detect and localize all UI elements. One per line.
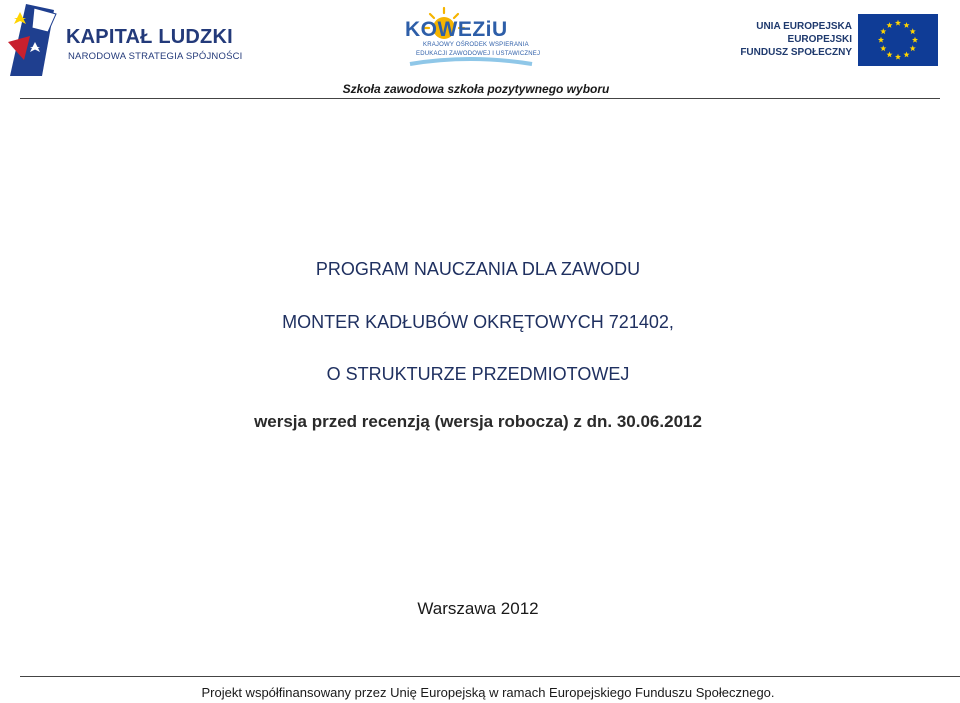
- footer-text: Projekt współfinansowany przez Unię Europejską w ramach Europejskiego Funduszu Społecznego.: [201, 685, 775, 700]
- place-and-date: Warszawa 2012: [417, 599, 539, 618]
- kowezi-line-1: KRAJOWY OŚRODEK WSPIERANIA: [423, 42, 529, 48]
- document-version: wersja przed recenzją (wersja robocza) z dn. 30.06.2012: [254, 412, 702, 431]
- eu-text-line-2: EUROPEJSKI: [787, 34, 852, 45]
- eu-logo-text: [738, 20, 852, 59]
- document-title-line-1: PROGRAM NAUCZANIA DLA ZAWODU: [315, 259, 641, 279]
- footer-divider: [20, 676, 960, 677]
- header-divider: [20, 98, 940, 99]
- kapital-ludzki-emblem-icon: [4, 2, 66, 78]
- kowezi-name: KOWEZiU: [405, 18, 508, 41]
- kapital-ludzki-subtitle: NARODOWA STRATEGIA SPÓJNOŚCI: [68, 51, 243, 62]
- header-tagline: [0, 82, 952, 96]
- document-title-line-3: O STRUKTURZE PRZEDMIOTOWEJ: [326, 364, 630, 384]
- eu-text-line-1: UNIA EUROPEJSKA: [756, 21, 852, 32]
- eu-text-line-3: FUNDUSZ SPOŁECZNY: [740, 47, 852, 58]
- tagline-text: Szkoła zawodowa szkoła pozytywnego wyboru: [342, 82, 610, 96]
- document-title-line-2: MONTER KADŁUBÓW OKRĘTOWYCH 721402,: [282, 312, 674, 332]
- kowezi-line-2: EDUKACJI ZAWODOWEJ I USTAWICZNEJ: [416, 51, 541, 57]
- kapital-ludzki-title: KAPITAŁ LUDZKI: [66, 26, 233, 48]
- eu-flag-svg: [858, 14, 938, 66]
- eu-flag-icon: [858, 14, 938, 66]
